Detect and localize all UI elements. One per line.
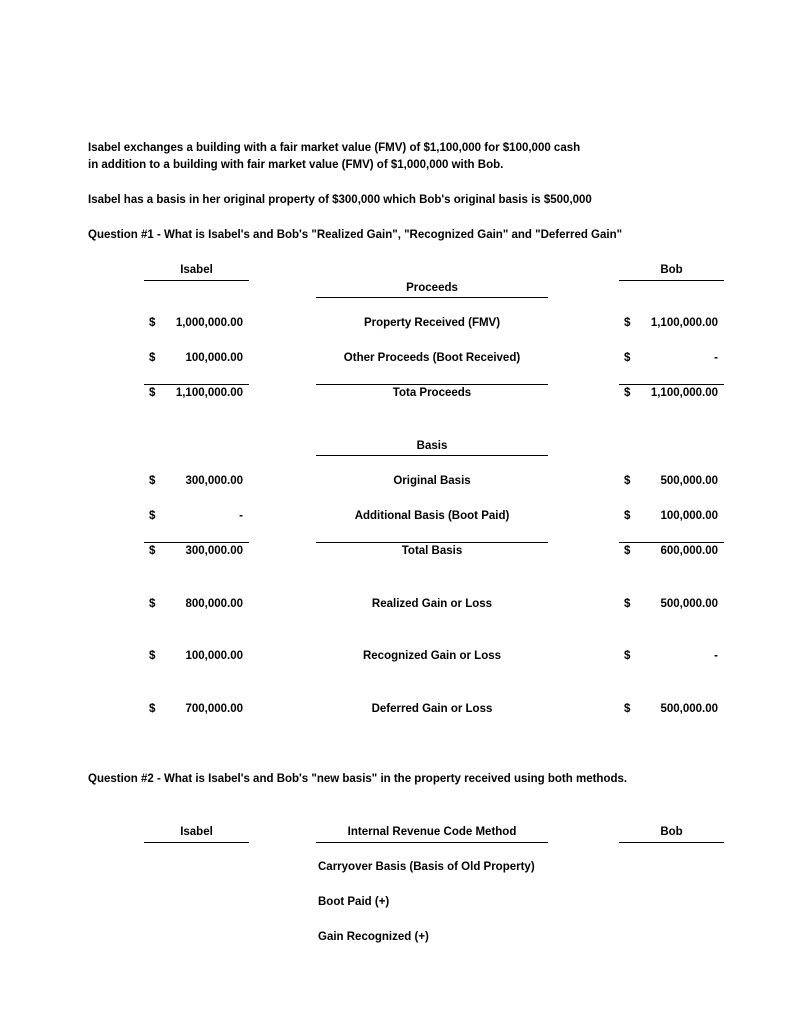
gain-recognized-label: Gain Recognized (+)	[318, 931, 429, 943]
carryover-basis-label: Carryover Basis (Basis of Old Property)	[318, 861, 535, 873]
additional-basis-label: Additional Basis (Boot Paid)	[354, 510, 510, 522]
bob-basis-sum-line	[619, 542, 724, 543]
isabel-header: Isabel	[180, 264, 213, 276]
isabel-header-underline	[144, 280, 249, 281]
property-received-label: Property Received (FMV)	[363, 317, 501, 329]
bob-recognized-gain: $ -	[624, 650, 718, 662]
isabel-total-proceeds: $ 1,100,000.00	[149, 387, 243, 399]
intro-line-2: in addition to a building with fair market value (FMV) of $1,000,000 with Bob.	[88, 159, 504, 171]
irc-method-header-underline	[316, 842, 548, 843]
bob-realized-gain: $ 500,000.00	[624, 598, 718, 610]
original-basis-label: Original Basis	[393, 475, 471, 487]
bob-proceeds-sum-line	[619, 384, 724, 385]
recognized-gain-label: Recognized Gain or Loss	[362, 650, 502, 662]
intro-line-3: Isabel has a basis in her original property of $300,000 which Bob's original basis is $500,000	[88, 194, 592, 206]
irc-method-header: Internal Revenue Code Method	[347, 826, 517, 838]
isabel-realized-gain: $ 800,000.00	[149, 598, 243, 610]
realized-gain-label: Realized Gain or Loss	[371, 598, 493, 610]
question-1-title: Question #1 - What is Isabel's and Bob's "Realized Gain", "Recognized Gain" and "Deferred Gain"	[88, 229, 623, 241]
isabel-deferred-gain: $ 700,000.00	[149, 703, 243, 715]
bob-total-proceeds: $ 1,100,000.00	[624, 387, 718, 399]
proceeds-sum-line	[316, 384, 548, 385]
other-proceeds-label: Other Proceeds (Boot Received)	[343, 352, 521, 364]
total-proceeds-label: Tota Proceeds	[392, 387, 472, 399]
bob-other-proceeds: $ -	[624, 352, 718, 364]
deferred-gain-label: Deferred Gain or Loss	[371, 703, 493, 715]
q2-bob-header-underline	[619, 842, 724, 843]
proceeds-header: Proceeds	[406, 282, 458, 294]
bob-total-basis: $ 600,000.00	[624, 545, 718, 557]
isabel-recognized-gain: $ 100,000.00	[149, 650, 243, 662]
bob-original-basis: $ 500,000.00	[624, 475, 718, 487]
q2-isabel-header-underline	[144, 842, 249, 843]
isabel-proceeds-sum-line	[144, 384, 249, 385]
isabel-property-received: $ 1,000,000.00	[149, 317, 243, 329]
q2-bob-header: Bob	[660, 826, 683, 838]
isabel-original-basis: $ 300,000.00	[149, 475, 243, 487]
isabel-basis-sum-line	[144, 542, 249, 543]
total-basis-label: Total Basis	[401, 545, 463, 557]
bob-header: Bob	[660, 264, 683, 276]
bob-property-received: $ 1,100,000.00	[624, 317, 718, 329]
basis-header: Basis	[416, 440, 448, 452]
intro-line-1: Isabel exchanges a building with a fair market value (FMV) of $1,100,000 for $100,000 cash	[88, 142, 581, 154]
bob-additional-basis: $ 100,000.00	[624, 510, 718, 522]
bob-deferred-gain: $ 500,000.00	[624, 703, 718, 715]
proceeds-header-underline	[316, 297, 548, 298]
basis-header-underline	[316, 455, 548, 456]
question-2-title: Question #2 - What is Isabel's and Bob's "new basis" in the property received using both methods.	[88, 773, 628, 785]
isabel-total-basis: $ 300,000.00	[149, 545, 243, 557]
boot-paid-label: Boot Paid (+)	[318, 896, 390, 908]
q2-isabel-header: Isabel	[180, 826, 213, 838]
isabel-additional-basis: $ -	[149, 510, 243, 522]
basis-sum-line	[316, 542, 548, 543]
bob-header-underline	[619, 280, 724, 281]
isabel-other-proceeds: $ 100,000.00	[149, 352, 243, 364]
